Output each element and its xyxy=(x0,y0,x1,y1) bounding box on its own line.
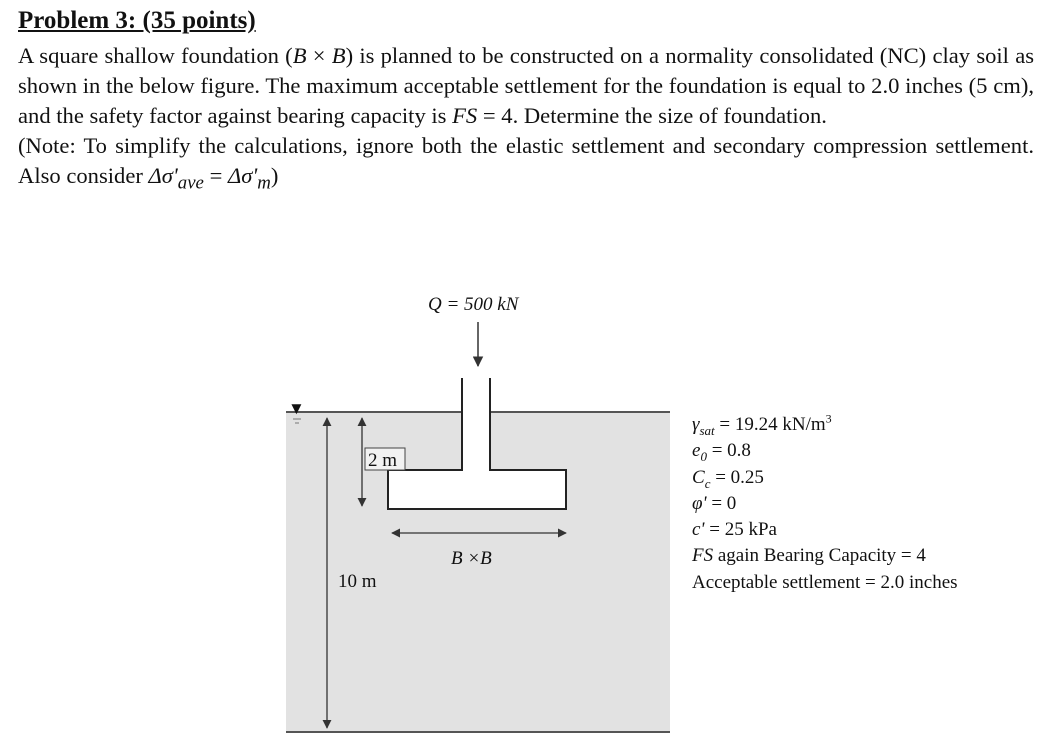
compression-index-value: = 0.25 xyxy=(710,466,764,488)
safety-factor-property xyxy=(692,543,958,569)
unit-weight-property xyxy=(692,412,958,438)
delta-sigma-symbol: Δσ' xyxy=(227,163,258,188)
friction-angle-value: = 0 xyxy=(706,492,737,514)
text-run: = 4. Determine the size of foundation. xyxy=(477,103,827,128)
variable-b: B xyxy=(331,43,346,68)
text-run: × xyxy=(306,43,332,68)
cohesion-symbol: c' xyxy=(692,519,705,541)
equals-sign: = xyxy=(203,163,228,188)
text-run: ) is planned to be constructed on a normality consolidated (NC) clay soil as shown in the below figure. The maximum acceptable settlement for the foundation is equal to 2.0 inches (5 cm), and the safety factor against bearing capacity is xyxy=(18,43,1035,128)
superscript-3: 3 xyxy=(825,411,832,426)
subscript-0: 0 xyxy=(700,449,707,465)
text-run: (Note: To simplify the calculations, ignore both the elastic settlement and secondary compression settlement. Also consider xyxy=(18,133,1034,188)
text-run: A square shallow foundation ( xyxy=(18,43,293,68)
text-run: ) xyxy=(270,163,279,188)
water-table-icon: ▼ xyxy=(288,399,305,418)
safety-factor-value: again Bearing Capacity = 4 xyxy=(713,545,926,567)
variable-b: B xyxy=(292,43,307,68)
footing-width-label: B ×B xyxy=(451,548,492,569)
subscript-c: c xyxy=(704,475,711,491)
cohesion-property xyxy=(692,517,958,543)
unit-weight-value: = 19.24 kN/m xyxy=(714,414,826,435)
soil-properties-list xyxy=(692,412,958,596)
clay-thickness-label: 10 m xyxy=(338,571,377,592)
void-ratio-property xyxy=(692,438,958,464)
fs-symbol: FS xyxy=(692,545,714,567)
friction-angle-property xyxy=(692,491,958,517)
delta-sigma-symbol: Δσ' xyxy=(148,163,178,188)
problem-title: Problem 3: (35 points) xyxy=(18,7,256,34)
phi-symbol: φ' xyxy=(692,492,707,514)
load-label: Q = 500 kN xyxy=(428,294,519,315)
void-ratio-symbol: e xyxy=(692,440,701,462)
void-ratio-value: = 0.8 xyxy=(706,440,751,462)
compression-index-symbol: C xyxy=(692,466,705,488)
gamma-symbol: γ xyxy=(692,414,700,435)
compression-index-property xyxy=(692,465,958,491)
subscript-m: m xyxy=(257,172,271,194)
cohesion-value: = 25 kPa xyxy=(704,519,777,541)
acceptable-settlement-property: Acceptable settlement = 2.0 inches xyxy=(692,571,958,593)
subscript-sat: sat xyxy=(699,422,715,438)
variable-fs: FS xyxy=(452,103,478,128)
footing-depth-label: 2 m xyxy=(368,450,398,471)
subscript-ave: ave xyxy=(177,172,204,194)
